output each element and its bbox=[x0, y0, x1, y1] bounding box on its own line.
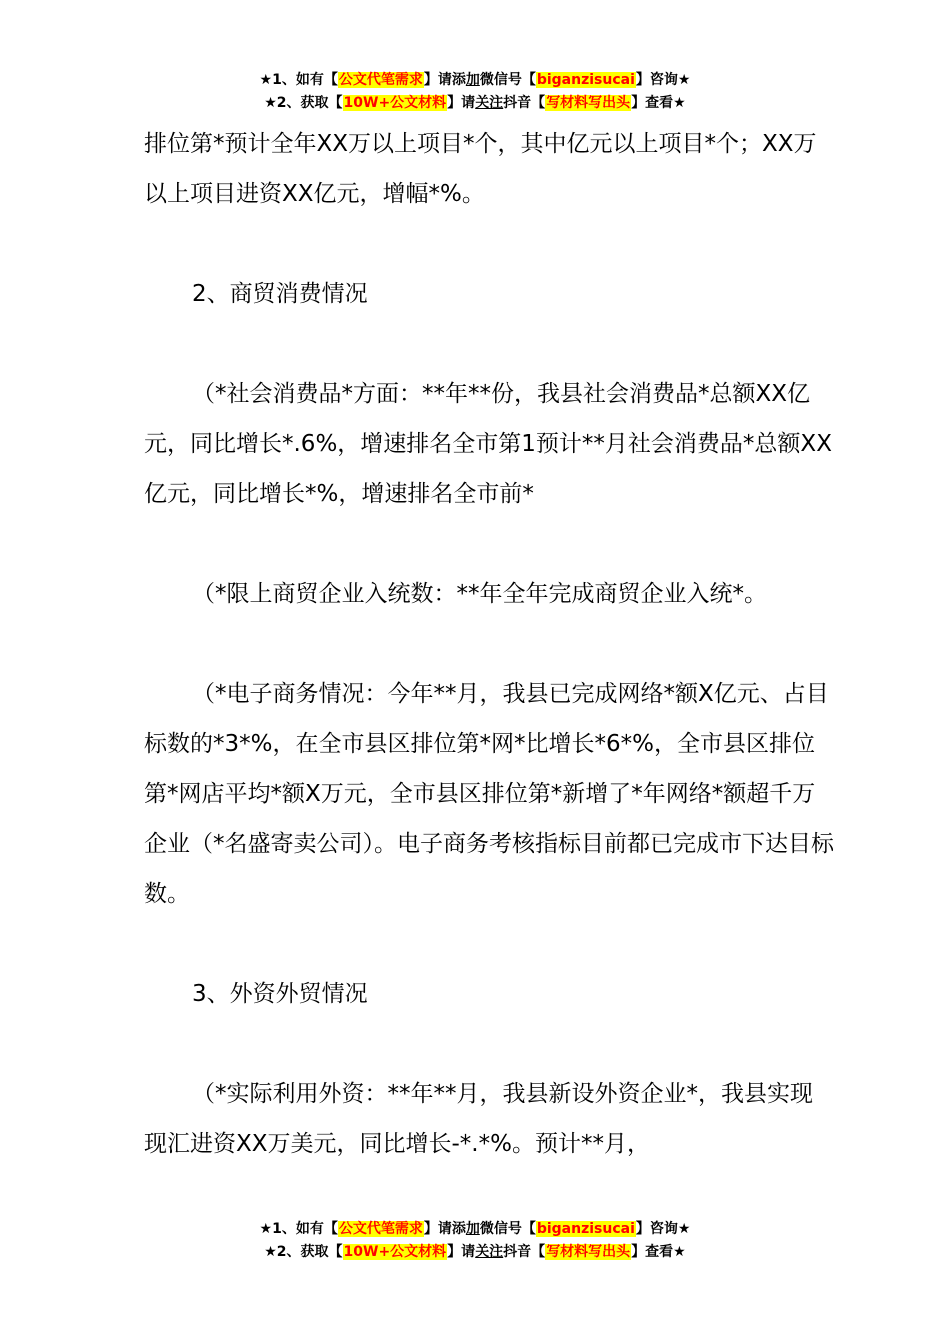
spacer bbox=[144, 219, 834, 269]
banner-text: 】咨询★ bbox=[635, 1221, 691, 1237]
header-banner bbox=[0, 69, 950, 115]
paragraph: （*实际利用外资：**年**月，我县新设外资企业*，我县实现现汇进资XX万美元，同比增长-*.*%。预计**月， bbox=[144, 1081, 813, 1157]
banner-text: 抖音【 bbox=[503, 95, 546, 111]
section-heading: 3、外资外贸情况 bbox=[192, 981, 368, 1007]
banner-line-1 bbox=[0, 69, 950, 92]
banner-underline: 加 bbox=[465, 1221, 480, 1237]
banner-highlight: biganzisucai bbox=[536, 1221, 635, 1237]
banner-text: 微信号【 bbox=[479, 1221, 536, 1237]
paragraph: 排位第*预计全年XX万以上项目*个，其中亿元以上项目*个；XX万以上项目进资XX亿元，增幅*%。 bbox=[144, 131, 817, 207]
banner-text: 抖音【 bbox=[503, 1244, 546, 1260]
banner-text: ★2、获取【 bbox=[264, 95, 343, 111]
paragraph: （*社会消费品*方面：**年**份，我县社会消费品*总额XX亿元，同比增长*.6%，增速排名全市第1预计**月社会消费品*总额XX亿元，同比增长*%，增速排名全市前* bbox=[144, 381, 832, 507]
banner-underline: 加 bbox=[465, 72, 480, 88]
banner-highlight: 公文代笔需求 bbox=[338, 72, 423, 88]
banner-text: 】请 bbox=[447, 1244, 476, 1260]
banner-text: 微信号【 bbox=[479, 72, 536, 88]
banner-text: 】请添 bbox=[423, 1221, 466, 1237]
spacer bbox=[144, 519, 834, 569]
banner-line-2 bbox=[0, 92, 950, 115]
paragraph: （*电子商务情况：今年**月，我县已完成网络*额X亿元、占目标数的*3*%，在全市县区排位第*网*比增长*6*%，全市县区排位第*网店平均*额X万元，全市县区排位第*新增了*年网络*额超千万企业（*名盛寄卖公司）。电子商务考核指标目前都已完成市下达目标数。 bbox=[144, 681, 834, 907]
spacer bbox=[144, 1019, 834, 1069]
banner-highlight: 写材料写出头 bbox=[546, 1244, 631, 1260]
spacer bbox=[144, 319, 834, 369]
banner-text: ★1、如有【 bbox=[259, 72, 338, 88]
banner-underline: 关注 bbox=[475, 1244, 504, 1260]
section-heading: 2、商贸消费情况 bbox=[192, 281, 368, 307]
banner-text: ★1、如有【 bbox=[259, 1221, 338, 1237]
banner-highlight: 写材料写出头 bbox=[546, 95, 631, 111]
document-body bbox=[144, 119, 834, 1169]
footer-banner bbox=[0, 1218, 950, 1264]
banner-highlight: 10W+公文材料 bbox=[343, 1244, 447, 1260]
banner-text: 】请 bbox=[447, 95, 476, 111]
banner-highlight: 公文代笔需求 bbox=[338, 1221, 423, 1237]
banner-highlight: biganzisucai bbox=[536, 72, 635, 88]
banner-text: 】咨询★ bbox=[635, 72, 691, 88]
banner-underline: 关注 bbox=[475, 95, 504, 111]
spacer bbox=[144, 919, 834, 969]
banner-line-2 bbox=[0, 1241, 950, 1264]
banner-text: ★2、获取【 bbox=[264, 1244, 343, 1260]
paragraph: （*限上商贸企业入统数：**年全年完成商贸企业入统*。 bbox=[192, 581, 767, 607]
banner-text: 】查看★ bbox=[631, 1244, 686, 1260]
spacer bbox=[144, 619, 834, 669]
banner-highlight: 10W+公文材料 bbox=[343, 95, 447, 111]
banner-text: 】请添 bbox=[423, 72, 466, 88]
banner-text: 】查看★ bbox=[631, 95, 686, 111]
banner-line-1 bbox=[0, 1218, 950, 1241]
